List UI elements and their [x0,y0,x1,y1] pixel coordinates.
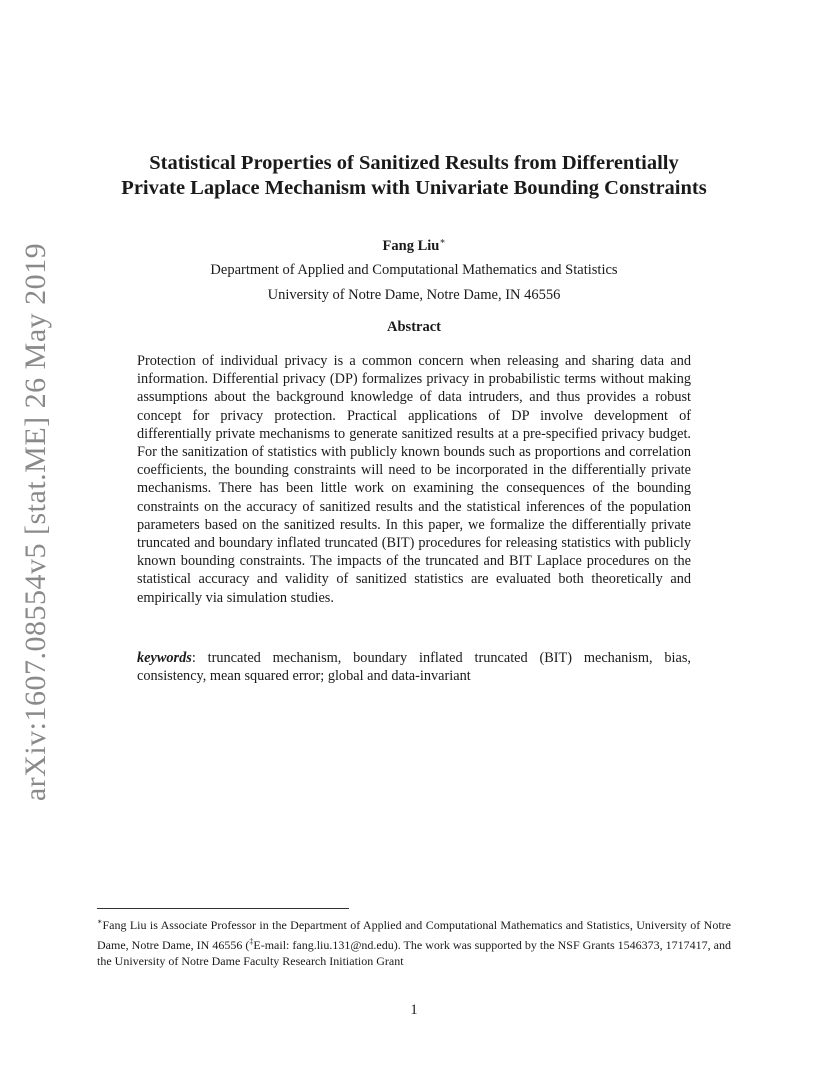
footnote-text-part2: E-mail: fang.liu.131@nd.edu). The work was supported by the NSF Grants 1546373, 1717417, and the University of Notre Dame Faculty Research Initiation Grant [97,937,731,968]
keywords-label: keywords [137,650,192,666]
footnote [97,914,731,970]
paper-title [60,151,768,201]
abstract-heading: Abstract [387,319,441,335]
footnote-mark: ∗ [97,917,103,926]
keywords-paragraph [137,649,691,685]
author-name: Fang Liu [382,237,440,254]
email-mark: ‡ [249,936,254,946]
abstract-text: Protection of individual privacy is a common concern when releasing and sharing data and information. Differential privacy (DP) formalizes privacy in probabilistic terms without making assumptions about the background knowledge of data intruders, and thus provides a robust concept for privacy protection. Practical applications of DP involve development of differentially private mechanisms to generate sanitized results at a pre-specified privacy budget. For the sanitization of statistics with publicly known bounds such as proportions and correlation coefficients, the bounding constraints will need to be incorporated in the differentially private mechanisms. There has been little work on examining the consequences of the bounding constraints on the accuracy of sanitized results and the statistical inferences of the population parameters based on the sanitized results. In this paper, we formalize the differentially private truncated and boundary inflated truncated (BIT) procedures for releasing statistics with publicly known bounding constraints. The impacts of the truncated and BIT Laplace procedures on the statistical accuracy and validity of sanitized statistics are evaluated both theoretically and empirically via simulation studies. [137,353,691,606]
footnote-text-part1: Fang Liu is Associate Professor in the Department of Applied and Computational Mathematics and Statistics, University of Notre Dame, Notre Dame, IN 46556 ( [97,918,731,952]
title-line-1: Statistical Properties of Sanitized Results from Differentially [149,152,679,174]
arxiv-identifier: arXiv:1607.08554v5 [stat.ME] 26 May 2019 [19,242,52,802]
keywords-text: truncated mechanism, boundary inflated truncated (BIT) mechanism, bias, consistency, mean squared error; global and data-invariant [137,650,691,685]
affiliation-university: University of Notre Dame, Notre Dame, IN 46556 [267,287,561,303]
page-number: 1 [410,1002,418,1018]
author-footnote-mark: ∗ [439,236,446,246]
affiliation-department: Department of Applied and Computational Mathematics and Statistics [210,262,618,278]
keywords-separator: : [191,650,196,666]
footnote-divider [97,908,349,909]
author [60,236,768,255]
title-line-2: Private Laplace Mechanism with Univariate Bounding Constraints [121,177,707,199]
